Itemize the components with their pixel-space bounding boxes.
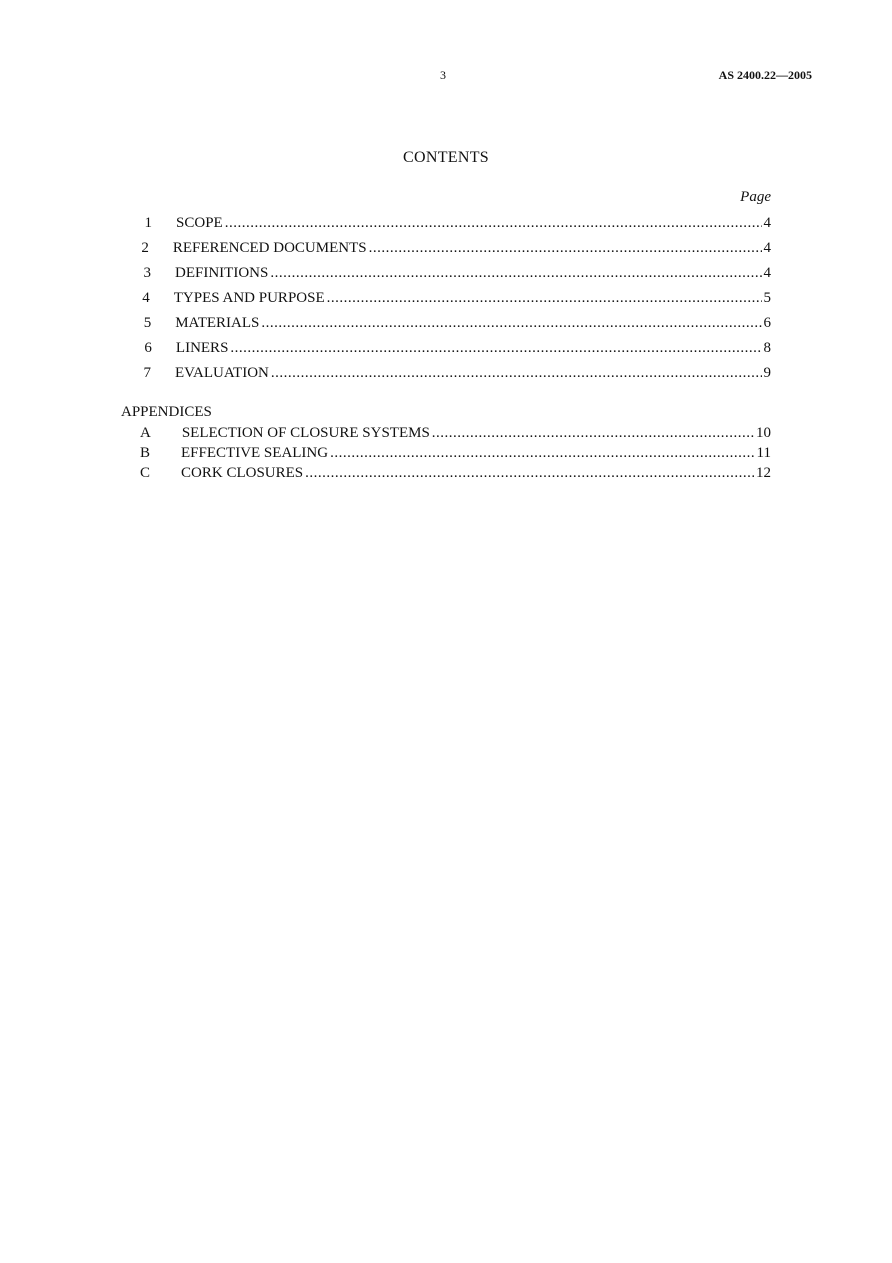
toc-entry-referenced-documents[interactable]: [140, 239, 771, 257]
toc-entry-number: 5: [143, 315, 152, 331]
toc-appendix-page: 12: [756, 465, 771, 481]
toc-entry-types-and-purpose[interactable]: [140, 289, 771, 307]
toc-entry-evaluation[interactable]: [140, 364, 771, 382]
dot-leader: [271, 364, 762, 382]
contents-title: CONTENTS: [403, 149, 489, 166]
toc-entry-number: 7: [143, 365, 151, 381]
toc-entry-title: DEFINITIONS: [175, 265, 269, 281]
toc-entry-materials[interactable]: [140, 314, 771, 332]
toc-appendix-page: 11: [756, 445, 771, 461]
toc-appendix-letter: C: [140, 465, 151, 481]
dot-leader: [230, 339, 761, 357]
dot-leader: [330, 444, 754, 462]
toc-entry-definitions[interactable]: [140, 264, 771, 282]
toc-appendix-page: 10: [756, 425, 771, 441]
toc-entry-number: 6: [144, 340, 152, 356]
toc-entry-title: MATERIALS: [175, 315, 260, 331]
dot-leader: [432, 424, 754, 442]
dot-leader: [261, 314, 761, 332]
toc-entry-title: SCOPE: [176, 215, 223, 231]
toc-entry-number: 2: [141, 240, 149, 256]
dot-leader: [327, 289, 762, 307]
page-column-heading: Page: [740, 189, 771, 205]
toc-appendix-title: EFFECTIVE SEALING: [181, 445, 329, 461]
toc-appendix-b[interactable]: [140, 444, 771, 462]
dot-leader: [270, 264, 761, 282]
toc-entry-page: 8: [763, 340, 771, 356]
dot-leader: [305, 464, 754, 482]
toc-entry-number: 4: [142, 290, 150, 306]
toc-appendix-c[interactable]: [140, 464, 771, 482]
toc-entry-number: 1: [144, 215, 153, 231]
toc-entry-page: 6: [763, 315, 771, 331]
toc-appendix-title: SELECTION OF CLOSURE SYSTEMS: [181, 425, 430, 441]
dot-leader: [369, 239, 762, 257]
toc-appendix-letter: A: [140, 425, 151, 441]
toc-entry-title: LINERS: [175, 340, 229, 356]
toc-entry-page: 5: [763, 290, 771, 306]
toc-entry-page: 4: [763, 240, 771, 256]
page-number: 3: [440, 68, 446, 82]
toc-appendix-title: CORK CLOSURES: [181, 465, 304, 481]
toc-entry-page: 9: [763, 365, 771, 381]
standard-id: AS 2400.22—2005: [718, 68, 812, 82]
toc-entry-page: 4: [763, 265, 771, 281]
toc-appendix-letter: B: [140, 445, 151, 461]
toc-entry-title: EVALUATION: [175, 365, 269, 381]
toc-entry-scope[interactable]: [140, 214, 771, 232]
toc-entry-title: REFERENCED DOCUMENTS: [172, 240, 367, 256]
toc-appendix-a[interactable]: [140, 424, 771, 442]
dot-leader: [225, 214, 762, 232]
toc-entry-title: TYPES AND PURPOSE: [173, 290, 325, 306]
toc-entry-number: 3: [143, 265, 151, 281]
toc-entry-liners[interactable]: [140, 339, 771, 357]
appendices-heading: APPENDICES: [121, 404, 212, 420]
toc-entry-page: 4: [763, 215, 771, 231]
